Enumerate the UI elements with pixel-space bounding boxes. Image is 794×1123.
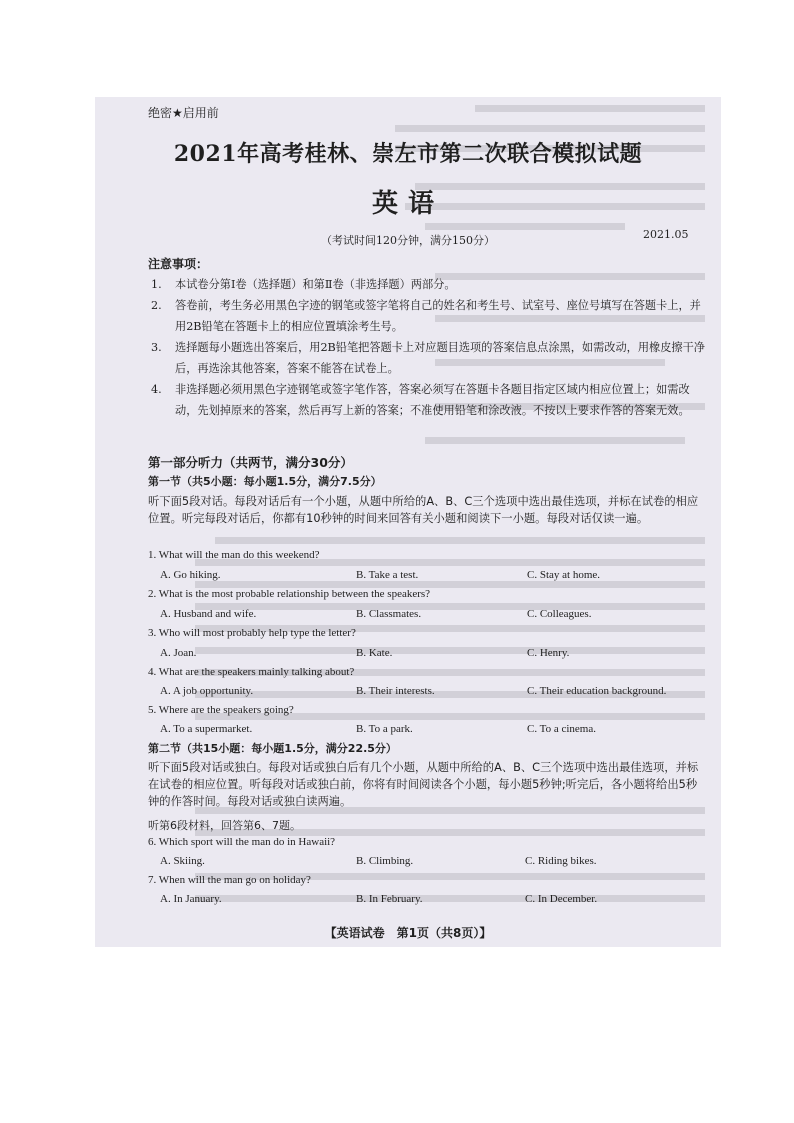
option-a: A. To a supermarket. [160, 723, 253, 735]
question-7: 7. When will the man go on holiday? [148, 874, 311, 886]
note-number: 1. [151, 278, 162, 291]
confidential-label: 绝密★启用前 [148, 106, 219, 120]
option-c: C. Henry. [527, 647, 570, 659]
part1-heading: 第一部分听力（共两节，满分30分） [148, 455, 353, 470]
note-number: 2. [151, 299, 162, 312]
note-text: 非选择题必须用黑色字迹钢笔或签字笔作答，答案必须写在答题卡各题目指定区域内相应位置上；如需改动，先划掉原来的答案，然后再写上新的答案；不准使用铅笔和涂改液。不按以上要求作答的答案无效。 [175, 383, 690, 417]
section2-heading: 第二节（共15小题：每小题1.5分，满分22.5分） [148, 742, 397, 755]
note-text: 本试卷分第Ⅰ卷（选择题）和第Ⅱ卷（非选择题）两部分。 [175, 278, 456, 291]
option-a: A. Skiing. [160, 855, 205, 867]
subject-title: 英语 [371, 189, 444, 219]
question-5: 5. Where are the speakers going? [148, 704, 294, 716]
note-text: 答卷前，考生务必用黑色字迹的钢笔或签字笔将自己的姓名和考生号、试室号、座位号填写在答题卡上，并用2B铅笔在答题卡上的相应位置填涂考生号。 [175, 299, 701, 333]
option-c: C. Stay at home. [527, 569, 601, 581]
note-item [151, 337, 705, 379]
option-a: A. In January. [160, 893, 222, 905]
note-text: 选择题每小题选出答案后，用2B铅笔把答题卡上对应题目选项的答案信息点涂黑，如需改动，用橡皮擦干净后，再选涂其他答案，答案不能答在试卷上。 [175, 341, 705, 375]
option-c: C. Colleagues. [527, 608, 592, 620]
exam-date: 2021.05 [643, 228, 689, 241]
option-c: C. Riding bikes. [525, 855, 597, 867]
question-4: 4. What are the speakers mainly talking about? [148, 666, 355, 678]
scanned-exam-page [95, 97, 721, 947]
option-b: B. Take a test. [356, 569, 419, 581]
question-6: 6. Which sport will the man do in Hawaii? [148, 836, 336, 848]
material6-label: 听第6段材料，回答第6、7题。 [148, 819, 301, 832]
question-1: 1. What will the man do this weekend? [148, 549, 320, 561]
question-3: 3. Who will most probably help type the letter? [148, 627, 356, 639]
notes-heading: 注意事项： [148, 257, 209, 271]
option-b: B. Kate. [356, 647, 393, 659]
time-and-score-info: （考试时间120分钟，满分150分） [321, 234, 495, 247]
option-c: C. To a cinema. [527, 723, 596, 735]
option-c: C. In December. [525, 893, 598, 905]
note-item [151, 379, 705, 421]
note-item [151, 295, 705, 337]
option-a: A. Husband and wife. [160, 608, 257, 620]
note-number: 3. [151, 341, 162, 354]
section2-instructions: 听下面5段对话或独白。每段对话或独白后有几个小题，从题中所给的A、B、C三个选项中选出最佳选项，并标在试卷的相应位置。听每段对话或独白前，你将有时间阅读各个小题，每小题5秒钟;听完后，各小题将给出5秒钟的作答时间。每段对话或独白读两遍。 [148, 761, 699, 808]
question-2: 2. What is the most probable relationship between the speakers? [148, 588, 431, 600]
option-a: A. Go hiking. [160, 569, 221, 581]
note-number: 4. [151, 383, 162, 396]
option-a: A. Joan. [160, 647, 197, 659]
section1-instructions: 听下面5段对话。每段对话后有一个小题，从题中所给的A、B、C三个选项中选出最佳选项，并标在试卷的相应位置。听完每段对话后，你都有10秒钟的时间来回答有关小题和阅读下一小题。每段对话仅读一遍。 [148, 495, 699, 525]
option-c: C. Their education background. [527, 685, 667, 697]
option-b: B. Classmates. [356, 608, 422, 620]
option-b: B. Their interests. [356, 685, 435, 697]
option-b: B. In February. [356, 893, 423, 905]
section1-heading: 第一节（共5小题：每小题1.5分，满分7.5分） [148, 475, 382, 488]
note-item [151, 274, 705, 295]
page-footer: 【英语试卷 第1页（共8页）】 [324, 926, 492, 940]
exam-title: 2021年高考桂林、崇左市第二次联合模拟试题 [173, 141, 643, 167]
option-b: B. Climbing. [356, 855, 414, 867]
option-a: A. A job opportunity. [160, 685, 254, 697]
option-b: B. To a park. [356, 723, 413, 735]
